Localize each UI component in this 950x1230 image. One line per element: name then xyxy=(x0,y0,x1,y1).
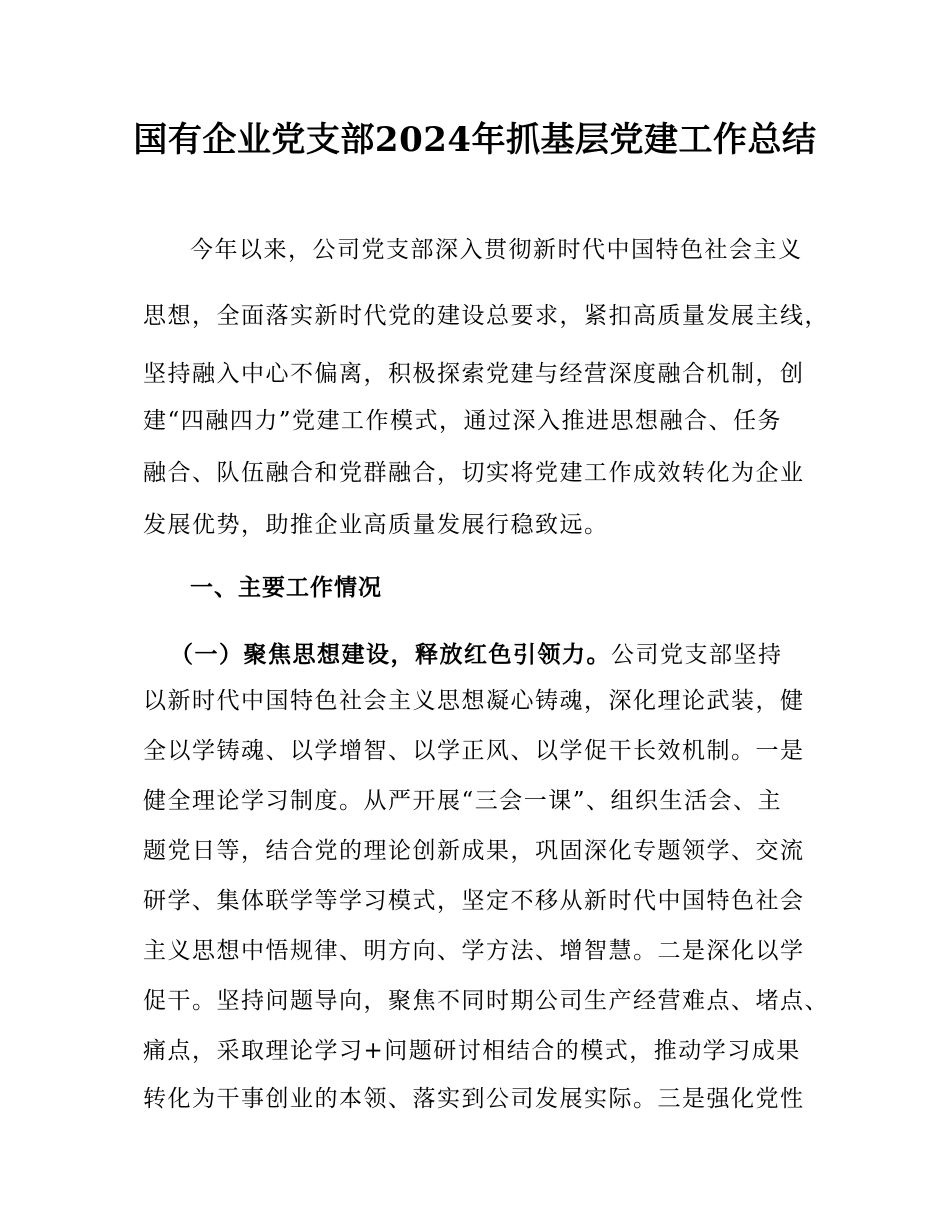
body-line: 促干。坚持问题导向，聚焦不同时期公司生产经营难点、堵点、 xyxy=(143,988,829,1014)
subsection-first-line-rest: 公司党支部坚持 xyxy=(611,642,783,668)
subsection-first-line xyxy=(170,637,870,673)
intro-line: 坚持融入中心不偏离，积极探索党建与经营深度融合机制，创 xyxy=(143,361,805,387)
section-heading: 一、主要工作情况 xyxy=(190,575,382,601)
intro-line: 发展优势，助推企业高质量发展行稳致远。 xyxy=(143,512,609,538)
intro-line: 融合、队伍融合和党群融合，切实将党建工作成效转化为企业 xyxy=(143,460,805,486)
intro-line: 建“四融四力”党建工作模式，通过深入推进思想融合、任务 xyxy=(143,408,783,434)
body-line: 全以学铸魂、以学增智、以学正风、以学促干长效机制。一是 xyxy=(143,738,805,764)
body-line: 主义思想中悟规律、明方向、学方法、增智慧。二是深化以学 xyxy=(143,938,805,964)
body-line: 题党日等，结合党的理论创新成果，巩固深化专题领学、交流 xyxy=(143,838,805,864)
intro-line: 今年以来，公司党支部深入贯彻新时代中国特色社会主义 xyxy=(190,237,803,263)
subsection-heading: （一）聚焦思想建设，释放红色引领力。 xyxy=(170,641,611,668)
body-line: 转化为干事创业的本领、落实到公司发展实际。三是强化党性 xyxy=(143,1086,805,1112)
intro-line: 思想，全面落实新时代党的建设总要求，紧扣高质量发展主线， xyxy=(143,303,829,329)
body-line: 研学、集体联学等学习模式，坚定不移从新时代中国特色社会 xyxy=(143,888,805,914)
body-line: 以新时代中国特色社会主义思想凝心铸魂，深化理论武装，健 xyxy=(143,688,805,714)
body-line: 痛点，采取理论学习+问题研讨相结合的模式，推动学习成果 xyxy=(143,1038,801,1064)
body-line: 健全理论学习制度。从严开展“三会一课”、组织生活会、主 xyxy=(143,788,783,814)
document-title: 国有企业党支部2024年抓基层党建工作总结 xyxy=(133,120,817,160)
